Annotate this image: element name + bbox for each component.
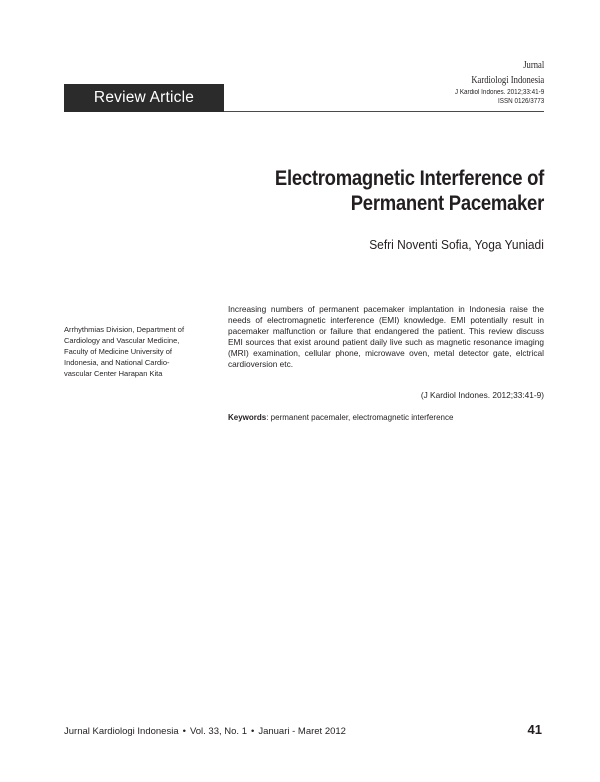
page-number: 41 <box>527 722 542 737</box>
footer-period: Januari - Maret 2012 <box>258 726 346 737</box>
abstract: Increasing numbers of permanent pacemaker implantation in Indonesia raise the needs of electromagnetic interference (EMI) knowledge. EMI potentially result in pacemaker malfunction or failure that endangered the patient. This review discuss EMI sources that exist around patient daily live such as magnetic resonance imaging (MRI) examination, cellular phone, microwave oven, metal detector gate, elctrical cardioversion etc. <box>228 304 544 369</box>
author-affiliation: Arrhythmias Division, Department of Cardiology and Vascular Medicine, Faculty of Medicine University of Indonesia, and National Cardio-vascular Center Harapan Kita <box>64 325 185 378</box>
journal-citation-short: J Kardiol Indones. 2012;33:41-9 <box>454 89 544 96</box>
section-label: Review Article <box>64 84 224 112</box>
footer-journal-info <box>64 725 346 738</box>
footer-volume: Vol. 33, No. 1 <box>189 726 247 737</box>
footer-bullet: • <box>250 726 255 737</box>
keywords-label: Keywords <box>228 413 267 422</box>
journal-name-line2: Kardiologi Indonesia <box>471 75 544 86</box>
footer-bullet: • <box>182 726 186 737</box>
article-title <box>124 166 544 216</box>
article-title-line2: Permanent Pacemaker <box>350 192 544 215</box>
article-title-line1: Electromagnetic Interference of <box>274 167 544 190</box>
article-authors: Sefri Noventi Sofia, Yoga Yuniadi <box>369 237 544 252</box>
keywords <box>228 412 453 423</box>
journal-name-line1: Jurnal <box>522 60 544 71</box>
header-divider <box>224 111 544 112</box>
journal-issn: ISSN 0126/3773 <box>497 98 544 105</box>
article-citation: (J Kardiol Indones. 2012;33:41-9) <box>420 390 544 400</box>
journal-header <box>445 58 544 106</box>
keywords-list: : permanent pacemaler, electromagnetic interference <box>266 413 454 422</box>
footer-journal-name: Jurnal Kardiologi Indonesia <box>64 726 179 737</box>
